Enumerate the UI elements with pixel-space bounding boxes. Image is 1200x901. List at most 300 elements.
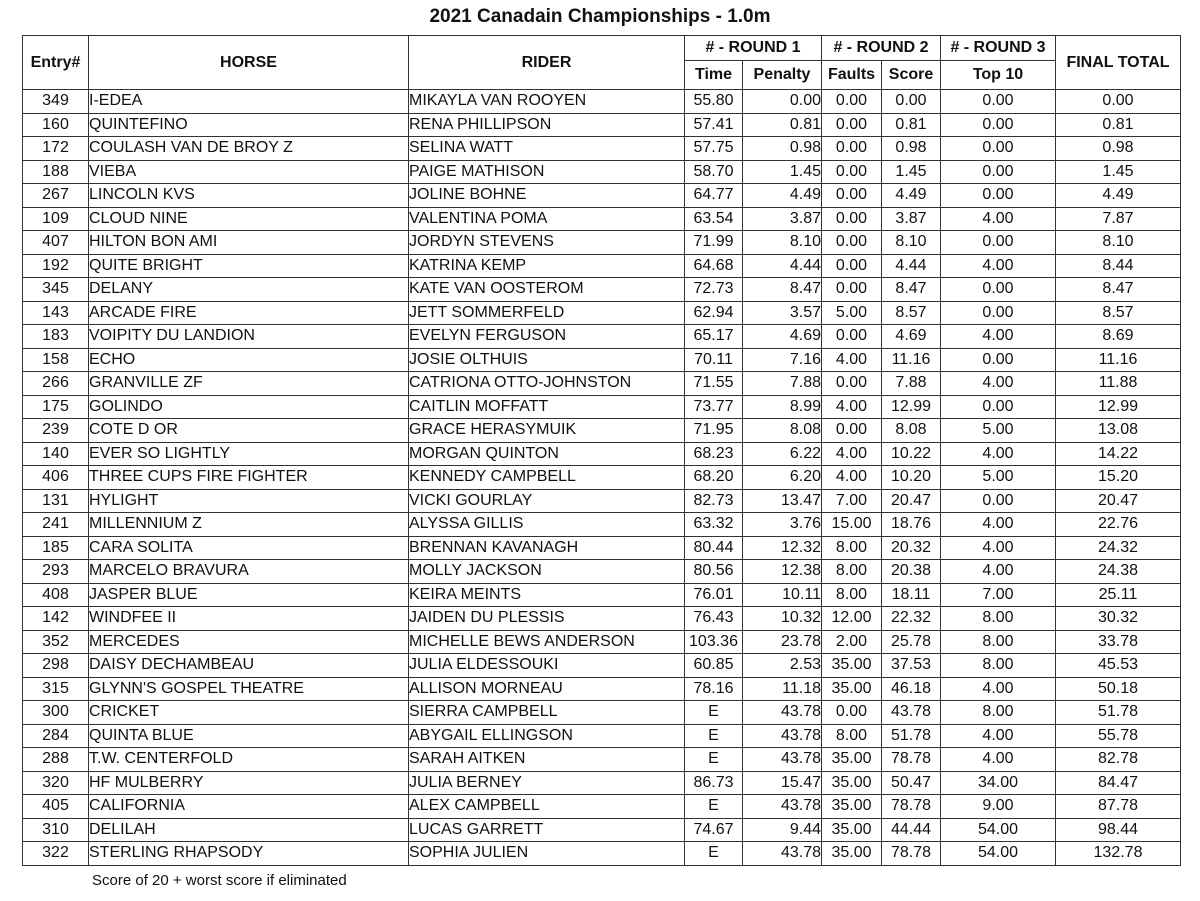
table-row — [23, 795, 1181, 819]
time-cell: 63.54 — [685, 207, 743, 231]
time-cell: 82.73 — [685, 489, 743, 513]
time-cell: 71.55 — [685, 372, 743, 396]
penalty-cell: 7.16 — [743, 348, 822, 372]
score-cell: 7.88 — [882, 372, 941, 396]
table-row — [23, 536, 1181, 560]
rider-cell: LUCAS GARRETT — [409, 818, 685, 842]
top10-cell: 4.00 — [941, 748, 1056, 772]
horse-cell: THREE CUPS FIRE FIGHTER — [89, 466, 409, 490]
entry-cell: 185 — [23, 536, 89, 560]
entry-cell: 300 — [23, 701, 89, 725]
table-row — [23, 842, 1181, 866]
top10-cell: 8.00 — [941, 654, 1056, 678]
time-cell: E — [685, 795, 743, 819]
entry-cell: 160 — [23, 113, 89, 137]
entry-cell: 315 — [23, 677, 89, 701]
table-row — [23, 348, 1181, 372]
final-total-cell: 22.76 — [1056, 513, 1181, 537]
penalty-cell: 8.08 — [743, 419, 822, 443]
time-cell: 62.94 — [685, 301, 743, 325]
rider-cell: JULIA BERNEY — [409, 771, 685, 795]
top10-cell: 4.00 — [941, 536, 1056, 560]
score-cell: 10.20 — [882, 466, 941, 490]
top10-cell: 0.00 — [941, 301, 1056, 325]
horse-cell: QUINTA BLUE — [89, 724, 409, 748]
time-cell: 73.77 — [685, 395, 743, 419]
final-total-cell: 8.69 — [1056, 325, 1181, 349]
rider-cell: JOLINE BOHNE — [409, 184, 685, 208]
rider-cell: EVELYN FERGUSON — [409, 325, 685, 349]
faults-cell: 4.00 — [822, 395, 882, 419]
time-cell: 68.20 — [685, 466, 743, 490]
final-total-cell: 4.49 — [1056, 184, 1181, 208]
faults-cell: 8.00 — [822, 560, 882, 584]
score-cell: 4.69 — [882, 325, 941, 349]
final-total-cell: 8.10 — [1056, 231, 1181, 255]
horse-cell: VIEBA — [89, 160, 409, 184]
faults-cell: 0.00 — [822, 113, 882, 137]
entry-cell: 188 — [23, 160, 89, 184]
penalty-cell: 15.47 — [743, 771, 822, 795]
time-cell: 80.56 — [685, 560, 743, 584]
table-row — [23, 325, 1181, 349]
rider-cell: MICHELLE BEWS ANDERSON — [409, 630, 685, 654]
time-cell: 71.99 — [685, 231, 743, 255]
rider-cell: MIKAYLA VAN ROOYEN — [409, 90, 685, 114]
top10-cell: 8.00 — [941, 701, 1056, 725]
penalty-cell: 10.32 — [743, 607, 822, 631]
penalty-cell: 4.69 — [743, 325, 822, 349]
score-cell: 25.78 — [882, 630, 941, 654]
score-cell: 8.57 — [882, 301, 941, 325]
table-row — [23, 113, 1181, 137]
penalty-cell: 23.78 — [743, 630, 822, 654]
faults-cell: 4.00 — [822, 348, 882, 372]
top10-cell: 4.00 — [941, 442, 1056, 466]
score-cell: 1.45 — [882, 160, 941, 184]
score-cell: 78.78 — [882, 795, 941, 819]
time-cell: 60.85 — [685, 654, 743, 678]
horse-cell: MARCELO BRAVURA — [89, 560, 409, 584]
score-cell: 78.78 — [882, 748, 941, 772]
horse-cell: ARCADE FIRE — [89, 301, 409, 325]
final-total-cell: 20.47 — [1056, 489, 1181, 513]
entry-cell: 405 — [23, 795, 89, 819]
score-cell: 78.78 — [882, 842, 941, 866]
entry-cell: 172 — [23, 137, 89, 161]
rider-cell: GRACE HERASYMUIK — [409, 419, 685, 443]
horse-cell: DAISY DECHAMBEAU — [89, 654, 409, 678]
faults-cell: 8.00 — [822, 724, 882, 748]
top10-cell: 0.00 — [941, 231, 1056, 255]
score-cell: 0.00 — [882, 90, 941, 114]
entry-cell: 345 — [23, 278, 89, 302]
faults-cell: 7.00 — [822, 489, 882, 513]
final-total-cell: 8.44 — [1056, 254, 1181, 278]
rider-cell: KENNEDY CAMPBELL — [409, 466, 685, 490]
final-total-cell: 24.32 — [1056, 536, 1181, 560]
final-total-cell: 98.44 — [1056, 818, 1181, 842]
score-cell: 18.11 — [882, 583, 941, 607]
final-total-cell: 13.08 — [1056, 419, 1181, 443]
rider-cell: SELINA WATT — [409, 137, 685, 161]
top10-cell: 4.00 — [941, 254, 1056, 278]
final-total-cell: 0.98 — [1056, 137, 1181, 161]
penalty-cell: 10.11 — [743, 583, 822, 607]
penalty-cell: 3.57 — [743, 301, 822, 325]
table-row — [23, 419, 1181, 443]
horse-cell: STERLING RHAPSODY — [89, 842, 409, 866]
penalty-cell: 8.99 — [743, 395, 822, 419]
final-total-cell: 1.45 — [1056, 160, 1181, 184]
faults-cell: 0.00 — [822, 372, 882, 396]
penalty-cell: 13.47 — [743, 489, 822, 513]
score-cell: 44.44 — [882, 818, 941, 842]
faults-cell: 35.00 — [822, 842, 882, 866]
final-total-cell: 50.18 — [1056, 677, 1181, 701]
faults-cell: 4.00 — [822, 442, 882, 466]
table-row — [23, 771, 1181, 795]
time-cell: 76.43 — [685, 607, 743, 631]
horse-cell: I-EDEA — [89, 90, 409, 114]
entry-header: Entry# — [23, 36, 89, 90]
final-total-cell: 12.99 — [1056, 395, 1181, 419]
entry-cell: 241 — [23, 513, 89, 537]
horse-cell: CARA SOLITA — [89, 536, 409, 560]
time-cell: 65.17 — [685, 325, 743, 349]
entry-cell: 109 — [23, 207, 89, 231]
horse-cell: CALIFORNIA — [89, 795, 409, 819]
faults-cell: 0.00 — [822, 254, 882, 278]
horse-cell: MERCEDES — [89, 630, 409, 654]
rider-cell: VICKI GOURLAY — [409, 489, 685, 513]
top10-cell: 54.00 — [941, 842, 1056, 866]
faults-cell: 8.00 — [822, 583, 882, 607]
entry-cell: 322 — [23, 842, 89, 866]
penalty-cell: 12.32 — [743, 536, 822, 560]
top10-cell: 5.00 — [941, 419, 1056, 443]
entry-cell: 183 — [23, 325, 89, 349]
final-total-cell: 87.78 — [1056, 795, 1181, 819]
header-row-groups — [23, 36, 1181, 61]
table-row — [23, 254, 1181, 278]
penalty-cell: 8.47 — [743, 278, 822, 302]
page-title: 2021 Canadain Championships - 1.0m — [429, 6, 771, 27]
final-total-cell: 55.78 — [1056, 724, 1181, 748]
horse-cell: T.W. CENTERFOLD — [89, 748, 409, 772]
rider-cell: JOSIE OLTHUIS — [409, 348, 685, 372]
faults-cell: 35.00 — [822, 677, 882, 701]
score-cell: 8.08 — [882, 419, 941, 443]
faults-cell: 12.00 — [822, 607, 882, 631]
penalty-cell: 43.78 — [743, 724, 822, 748]
time-cell: 76.01 — [685, 583, 743, 607]
horse-cell: HYLIGHT — [89, 489, 409, 513]
rider-cell: CAITLIN MOFFATT — [409, 395, 685, 419]
rider-cell: SOPHIA JULIEN — [409, 842, 685, 866]
faults-cell: 0.00 — [822, 231, 882, 255]
faults-cell: 0.00 — [822, 701, 882, 725]
score-cell: 46.18 — [882, 677, 941, 701]
final-total-cell: 11.16 — [1056, 348, 1181, 372]
top10-cell: 54.00 — [941, 818, 1056, 842]
time-cell: E — [685, 842, 743, 866]
rider-cell: ALLISON MORNEAU — [409, 677, 685, 701]
top10-cell: 4.00 — [941, 677, 1056, 701]
final-total-cell: 132.78 — [1056, 842, 1181, 866]
rider-cell: SIERRA CAMPBELL — [409, 701, 685, 725]
horse-cell: GOLINDO — [89, 395, 409, 419]
score-cell: 20.38 — [882, 560, 941, 584]
time-cell: 72.73 — [685, 278, 743, 302]
score-cell: 37.53 — [882, 654, 941, 678]
entry-cell: 239 — [23, 419, 89, 443]
top10-cell: 9.00 — [941, 795, 1056, 819]
faults-cell: 35.00 — [822, 654, 882, 678]
table-row — [23, 442, 1181, 466]
time-cell: 57.41 — [685, 113, 743, 137]
faults-cell: 2.00 — [822, 630, 882, 654]
horse-cell: COTE D OR — [89, 419, 409, 443]
rider-cell: VALENTINA POMA — [409, 207, 685, 231]
entry-cell: 266 — [23, 372, 89, 396]
entry-cell: 267 — [23, 184, 89, 208]
entry-cell: 407 — [23, 231, 89, 255]
final-total-cell: 45.53 — [1056, 654, 1181, 678]
rider-cell: JULIA ELDESSOUKI — [409, 654, 685, 678]
final-total-cell: 24.38 — [1056, 560, 1181, 584]
final-total-cell: 15.20 — [1056, 466, 1181, 490]
table-row — [23, 137, 1181, 161]
score-cell: 10.22 — [882, 442, 941, 466]
faults-cell: 5.00 — [822, 301, 882, 325]
top10-cell: 0.00 — [941, 489, 1056, 513]
table-row — [23, 677, 1181, 701]
table-row — [23, 607, 1181, 631]
table-row — [23, 372, 1181, 396]
entry-cell: 298 — [23, 654, 89, 678]
time-cell: E — [685, 748, 743, 772]
penalty-cell: 43.78 — [743, 795, 822, 819]
time-cell: E — [685, 701, 743, 725]
top10-cell: 0.00 — [941, 137, 1056, 161]
entry-cell: 352 — [23, 630, 89, 654]
faults-cell: 0.00 — [822, 419, 882, 443]
rider-cell: MOLLY JACKSON — [409, 560, 685, 584]
top10-header: Top 10 — [941, 61, 1056, 90]
horse-cell: HILTON BON AMI — [89, 231, 409, 255]
score-cell: 18.76 — [882, 513, 941, 537]
score-cell: 22.32 — [882, 607, 941, 631]
penalty-cell: 7.88 — [743, 372, 822, 396]
table-row — [23, 560, 1181, 584]
horse-cell: QUINTEFINO — [89, 113, 409, 137]
entry-cell: 284 — [23, 724, 89, 748]
score-cell: 20.32 — [882, 536, 941, 560]
score-cell: 4.44 — [882, 254, 941, 278]
final-total-cell: 0.00 — [1056, 90, 1181, 114]
round1-header: # - ROUND 1 — [685, 36, 822, 61]
rider-cell: KATRINA KEMP — [409, 254, 685, 278]
horse-cell: DELILAH — [89, 818, 409, 842]
table-row — [23, 207, 1181, 231]
time-cell: 64.68 — [685, 254, 743, 278]
score-cell: 50.47 — [882, 771, 941, 795]
faults-cell: 35.00 — [822, 771, 882, 795]
time-cell: 103.36 — [685, 630, 743, 654]
penalty-cell: 4.44 — [743, 254, 822, 278]
table-row — [23, 489, 1181, 513]
rider-cell: ABYGAIL ELLINGSON — [409, 724, 685, 748]
entry-cell: 140 — [23, 442, 89, 466]
final-total-cell: 11.88 — [1056, 372, 1181, 396]
final-total-cell: 8.47 — [1056, 278, 1181, 302]
time-cell: 74.67 — [685, 818, 743, 842]
horse-cell: ECHO — [89, 348, 409, 372]
table-row — [23, 583, 1181, 607]
horse-cell: DELANY — [89, 278, 409, 302]
table-row — [23, 701, 1181, 725]
score-cell: 8.10 — [882, 231, 941, 255]
rider-header: RIDER — [409, 36, 685, 90]
faults-cell: 0.00 — [822, 325, 882, 349]
final-total-cell: 30.32 — [1056, 607, 1181, 631]
table-row — [23, 513, 1181, 537]
penalty-cell: 0.81 — [743, 113, 822, 137]
rider-cell: ALYSSA GILLIS — [409, 513, 685, 537]
rider-cell: BRENNAN KAVANAGH — [409, 536, 685, 560]
entry-cell: 288 — [23, 748, 89, 772]
score-cell: 11.16 — [882, 348, 941, 372]
table-row — [23, 231, 1181, 255]
time-cell: 71.95 — [685, 419, 743, 443]
faults-cell: 0.00 — [822, 184, 882, 208]
final-total-cell: 8.57 — [1056, 301, 1181, 325]
final-total-cell: 51.78 — [1056, 701, 1181, 725]
entry-cell: 131 — [23, 489, 89, 513]
penalty-header: Penalty — [743, 61, 822, 90]
penalty-cell: 43.78 — [743, 748, 822, 772]
score-cell: 8.47 — [882, 278, 941, 302]
entry-cell: 349 — [23, 90, 89, 114]
top10-cell: 0.00 — [941, 184, 1056, 208]
horse-cell: JASPER BLUE — [89, 583, 409, 607]
time-cell: 80.44 — [685, 536, 743, 560]
time-cell: E — [685, 724, 743, 748]
top10-cell: 8.00 — [941, 607, 1056, 631]
entry-cell: 310 — [23, 818, 89, 842]
top10-cell: 7.00 — [941, 583, 1056, 607]
horse-cell: WINDFEE II — [89, 607, 409, 631]
score-header: Score — [882, 61, 941, 90]
horse-cell: VOIPITY DU LANDION — [89, 325, 409, 349]
top10-cell: 4.00 — [941, 724, 1056, 748]
rider-cell: KATE VAN OOSTEROM — [409, 278, 685, 302]
table-row — [23, 630, 1181, 654]
faults-cell: 35.00 — [822, 748, 882, 772]
final-total-cell: 7.87 — [1056, 207, 1181, 231]
rider-cell: KEIRA MEINTS — [409, 583, 685, 607]
penalty-cell: 11.18 — [743, 677, 822, 701]
time-cell: 86.73 — [685, 771, 743, 795]
table-row — [23, 184, 1181, 208]
rider-cell: JORDYN STEVENS — [409, 231, 685, 255]
entry-cell: 142 — [23, 607, 89, 631]
rider-cell: ALEX CAMPBELL — [409, 795, 685, 819]
entry-cell: 192 — [23, 254, 89, 278]
faults-cell: 0.00 — [822, 207, 882, 231]
table-row — [23, 160, 1181, 184]
top10-cell: 0.00 — [941, 278, 1056, 302]
penalty-cell: 0.00 — [743, 90, 822, 114]
faults-cell: 0.00 — [822, 278, 882, 302]
score-cell: 51.78 — [882, 724, 941, 748]
score-cell: 4.49 — [882, 184, 941, 208]
rider-cell: JETT SOMMERFELD — [409, 301, 685, 325]
top10-cell: 8.00 — [941, 630, 1056, 654]
penalty-cell: 6.20 — [743, 466, 822, 490]
results-body — [23, 90, 1181, 866]
penalty-cell: 12.38 — [743, 560, 822, 584]
final-total-cell: 0.81 — [1056, 113, 1181, 137]
faults-cell: 0.00 — [822, 90, 882, 114]
score-cell: 12.99 — [882, 395, 941, 419]
time-cell: 78.16 — [685, 677, 743, 701]
penalty-cell: 6.22 — [743, 442, 822, 466]
horse-cell: LINCOLN KVS — [89, 184, 409, 208]
time-cell: 64.77 — [685, 184, 743, 208]
horse-header: HORSE — [89, 36, 409, 90]
time-cell: 63.32 — [685, 513, 743, 537]
table-row — [23, 278, 1181, 302]
table-row — [23, 818, 1181, 842]
score-cell: 20.47 — [882, 489, 941, 513]
entry-cell: 406 — [23, 466, 89, 490]
rider-cell: CATRIONA OTTO-JOHNSTON — [409, 372, 685, 396]
rider-cell: MORGAN QUINTON — [409, 442, 685, 466]
horse-cell: CRICKET — [89, 701, 409, 725]
faults-cell: 35.00 — [822, 818, 882, 842]
top10-cell: 0.00 — [941, 395, 1056, 419]
top10-cell: 4.00 — [941, 560, 1056, 584]
entry-cell: 143 — [23, 301, 89, 325]
top10-cell: 4.00 — [941, 207, 1056, 231]
penalty-cell: 8.10 — [743, 231, 822, 255]
top10-cell: 0.00 — [941, 90, 1056, 114]
entry-cell: 175 — [23, 395, 89, 419]
horse-cell: HF MULBERRY — [89, 771, 409, 795]
penalty-cell: 0.98 — [743, 137, 822, 161]
horse-cell: MILLENNIUM Z — [89, 513, 409, 537]
faults-cell: 15.00 — [822, 513, 882, 537]
faults-cell: 8.00 — [822, 536, 882, 560]
time-cell: 58.70 — [685, 160, 743, 184]
horse-cell: GRANVILLE ZF — [89, 372, 409, 396]
entry-cell: 408 — [23, 583, 89, 607]
top10-cell: 0.00 — [941, 160, 1056, 184]
faults-header: Faults — [822, 61, 882, 90]
penalty-cell: 2.53 — [743, 654, 822, 678]
round3-header: # - ROUND 3 — [941, 36, 1056, 61]
top10-cell: 4.00 — [941, 372, 1056, 396]
final-total-cell: 14.22 — [1056, 442, 1181, 466]
rider-cell: RENA PHILLIPSON — [409, 113, 685, 137]
final-total-cell: 25.11 — [1056, 583, 1181, 607]
time-header: Time — [685, 61, 743, 90]
table-row — [23, 748, 1181, 772]
final-total-cell: 84.47 — [1056, 771, 1181, 795]
top10-cell: 0.00 — [941, 113, 1056, 137]
